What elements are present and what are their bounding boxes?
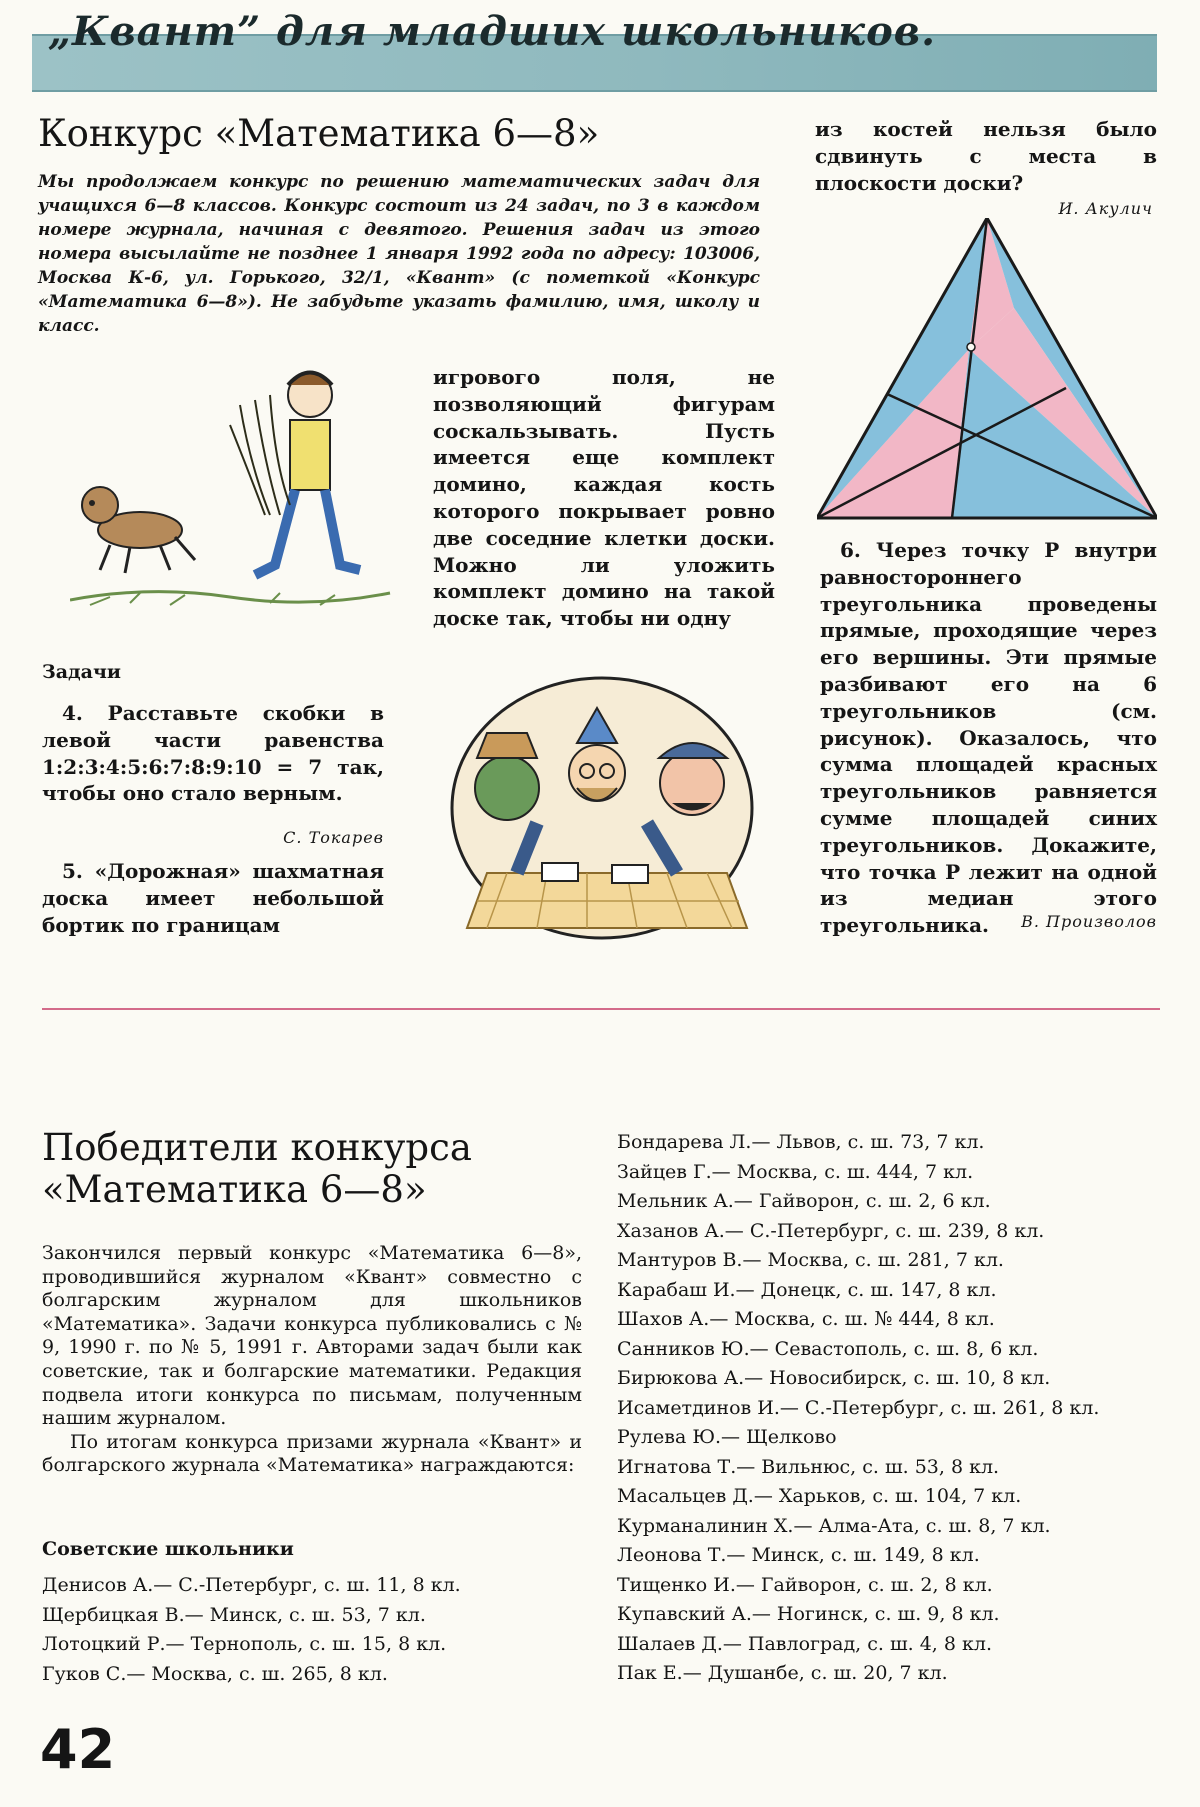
section-divider	[42, 1008, 1160, 1010]
winner-entry: Исаметдинов И.— С.-Петербург, с. ш. 261, 8 кл.	[617, 1396, 1100, 1419]
winner-entry: Леонова Т.— Минск, с. ш. 149, 8 кл.	[617, 1544, 980, 1566]
winner-entry: Рулева Ю.— Щелково	[617, 1426, 837, 1448]
winners-list-left	[42, 1571, 582, 1689]
header-title: „Квант” для младших школьников.	[48, 8, 936, 55]
winner-entry: Бирюкова А.— Новосибирск, с. ш. 10, 8 кл.	[617, 1367, 1051, 1389]
winner-entry: Шалаев Д.— Павлоград, с. ш. 4, 8 кл.	[617, 1632, 992, 1655]
task4-number: 4.	[62, 701, 83, 725]
winners-list-right	[617, 1128, 1162, 1689]
task5	[42, 858, 384, 938]
task4-text: Расставьте скобки в левой части равенства 1:2:3:4:5:6:7:8:9:10 = 7 так, чтобы оно стало верным.	[42, 701, 384, 806]
winner-entry: Карабаш И.— Донецк, с. ш. 147, 8 кл.	[617, 1278, 997, 1301]
winner-entry: Бондарева Л.— Львов, с. ш. 73, 7 кл.	[617, 1131, 985, 1153]
winners-para1: Закончился первый конкурс «Математика 6—8», проводившийся журналом «Квант» совместно с болгарским журналом для школьников «Математика». Задачи конкурса публиковались с № 9, 1990 г. по № 5, 1991 г. Авторами задач были как советские, так и болгарские математики. Редакция подвела итоги конкурса по письмам, полученным нашим журналом.	[42, 1242, 582, 1430]
winner-entry: Санников Ю.— Севастополь, с. ш. 8, 6 кл.	[617, 1337, 1039, 1360]
task6-author: В. Произволов	[1021, 912, 1157, 931]
contest-intro: Мы продолжаем конкурс по решению математических задач для учащихся 6—8 классов. Конкурс состоит из 24 задач, по 3 в каждом номере журнала, начиная с девятого. Решения задач из этого номера высылайте не позднее 1 января 1992 года по адресу: 103006, Москва К-6, ул. Горького, 32/1, «Квант» (с пометкой «Конкурс «Математика 6—8»). Не забудьте указать фамилию, имя, школу и класс.	[38, 172, 760, 336]
winner-entry: Мантуров В.— Москва, с. ш. 281, 7 кл.	[617, 1249, 1004, 1271]
task5-text-part2: игрового поля, не позволяющий фигурам соскальзывать. Пусть имеется еще комплект домино, каждая кость которого покрывает ровно две соседние клетки доски. Можно ли уложить комплект домино на такой доске так, чтобы ни одну	[433, 365, 775, 631]
soviet-students-heading: Советские школьники	[42, 1538, 294, 1560]
task5-number: 5.	[62, 859, 83, 883]
winners-title-line1: Победители конкурса	[42, 1126, 472, 1169]
winner-entry: Зайцев Г.— Москва, с. ш. 444, 7 кл.	[617, 1160, 974, 1183]
winner-entry: Тищенко И.— Гайворон, с. ш. 2, 8 кл.	[617, 1573, 993, 1596]
domino-players-illustration	[447, 673, 757, 943]
winner-entry: Лотоцкий Р.— Тернополь, с. ш. 15, 8 кл.	[42, 1633, 447, 1655]
task5-author: И. Акулич	[1058, 199, 1153, 218]
task5-text-part3: из костей нельзя было сдвинуть с места в плоскости доски?	[815, 117, 1157, 195]
winner-entry: Гуков С.— Москва, с. ш. 265, 8 кл.	[42, 1662, 388, 1685]
winner-entry: Игнатова Т.— Вильнюс, с. ш. 53, 8 кл.	[617, 1455, 1000, 1478]
task6-text: Через точку P внутри равностороннего треугольника проведены прямые, проходящие через его вершины. Эти прямые разбивают его на 6 треугольников (см. рисунок). Оказалось, что сумма площадей красных треугольников равняется сумме площадей синих треугольников. Докажите, что точка P лежит на одной из медиан этого треугольника.	[820, 538, 1157, 938]
boy-with-dog-illustration	[70, 365, 395, 620]
triangle-figure	[817, 218, 1157, 522]
tasks-heading: Задачи	[42, 661, 121, 683]
winner-entry: Масальцев Д.— Харьков, с. ш. 104, 7 кл.	[617, 1485, 1022, 1507]
winner-entry: Щербицкая В.— Минск, с. ш. 53, 7 кл.	[42, 1603, 426, 1626]
winners-title-line2: «Математика 6—8»	[42, 1168, 427, 1211]
task6-number: 6.	[840, 538, 861, 562]
winner-entry: Купавский А.— Ногинск, с. ш. 9, 8 кл.	[617, 1603, 1000, 1625]
winner-entry: Хазанов А.— С.-Петербург, с. ш. 239, 8 кл.	[617, 1219, 1045, 1242]
winners-description	[42, 1242, 582, 1478]
winner-entry: Курманалинин Х.— Алма-Ата, с. ш. 8, 7 кл.	[617, 1514, 1051, 1537]
task4	[42, 700, 384, 807]
contest-title: Конкурс «Математика 6—8»	[38, 112, 600, 155]
winner-entry: Пак Е.— Душанбе, с. ш. 20, 7 кл.	[617, 1662, 948, 1684]
task4-author: С. Токарев	[283, 828, 384, 847]
page-number: 42	[40, 1718, 116, 1781]
winner-entry: Шахов А.— Москва, с. ш. № 444, 8 кл.	[617, 1308, 995, 1330]
task5-text-part1: «Дорожная» шахматная доска имеет небольшой бортик по границам	[42, 859, 384, 937]
task6	[820, 537, 1157, 939]
winner-entry: Денисов А.— С.-Петербург, с. ш. 11, 8 кл.	[42, 1574, 461, 1596]
winners-para2: По итогам конкурса призами журнала «Квант» и болгарского журнала «Математика» награждаются:	[42, 1430, 582, 1477]
winner-entry: Мельник А.— Гайворон, с. ш. 2, 6 кл.	[617, 1190, 991, 1212]
